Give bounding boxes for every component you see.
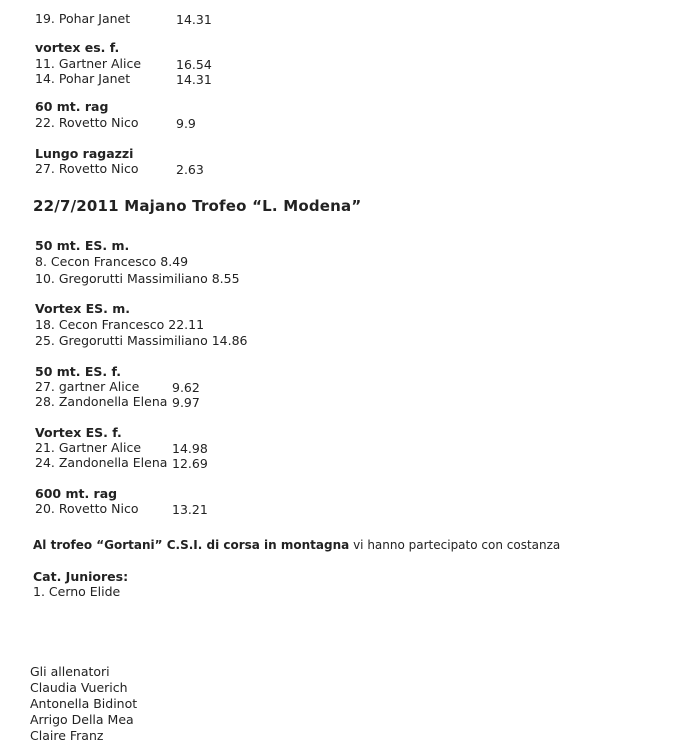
result-name: 14. Pohar Janet (35, 71, 131, 86)
result-name: 20. Rovetto Nico (35, 501, 139, 516)
signoff-line: Antonella Bidinot (30, 696, 138, 711)
result-line: 8. Cecon Francesco 8.49 (35, 254, 189, 269)
section-header: 50 mt. ES. m. (35, 238, 130, 253)
result-time: 16.54 (176, 57, 212, 72)
section-header: Vortex ES. f. (35, 425, 122, 440)
result-time: 9.97 (172, 395, 200, 410)
result-name: 27. gartner Alice (35, 379, 140, 394)
result-line: 25. Gregorutti Massimiliano 14.86 (35, 333, 248, 348)
result-time: 13.21 (172, 502, 208, 517)
result-time: 9.62 (172, 380, 200, 395)
signoff-line: Arrigo Della Mea (30, 712, 134, 727)
result-time: 14.31 (176, 72, 212, 87)
trofeo-note-bold: Al trofeo “Gortani” C.S.I. di corsa in montagna (33, 538, 350, 552)
result-name: 27. Rovetto Nico (35, 161, 139, 176)
section-header: 50 mt. ES. f. (35, 364, 121, 379)
section-header: vortex es. f. (35, 40, 120, 55)
section-header: 600 mt. rag (35, 486, 118, 501)
trofeo-note (33, 538, 560, 552)
result-line: 18. Cecon Francesco 22.11 (35, 317, 205, 332)
result-time: 2.63 (176, 162, 204, 177)
result-name: 11. Gartner Alice (35, 56, 142, 71)
section-header: Cat. Juniores: (33, 569, 129, 584)
result-name: 19. Pohar Janet (35, 11, 131, 26)
result-name: 22. Rovetto Nico (35, 115, 139, 130)
result-time: 14.98 (172, 441, 208, 456)
result-name: 28. Zandonella Elena (35, 394, 168, 409)
result-time: 12.69 (172, 456, 208, 471)
trofeo-note-rest: vi hanno partecipato con costanza (349, 538, 561, 552)
signoff-line: Claudia Vuerich (30, 680, 128, 695)
result-time: 14.31 (176, 12, 212, 27)
result-name: 21. Gartner Alice (35, 440, 142, 455)
section-header: Vortex ES. m. (35, 301, 131, 316)
signoff-line: Claire Franz (30, 728, 104, 743)
result-name: 24. Zandonella Elena (35, 455, 168, 470)
section-header: Lungo ragazzi (35, 146, 134, 161)
result-time: 9.9 (176, 116, 196, 131)
signoff-line: Gli allenatori (30, 664, 110, 679)
result-line: 10. Gregorutti Massimiliano 8.55 (35, 271, 240, 286)
result-name: 1. Cerno Elide (33, 584, 121, 599)
section-header: 60 mt. rag (35, 99, 109, 114)
event-title: 22/7/2011 Majano Trofeo “L. Modena” (33, 197, 362, 215)
